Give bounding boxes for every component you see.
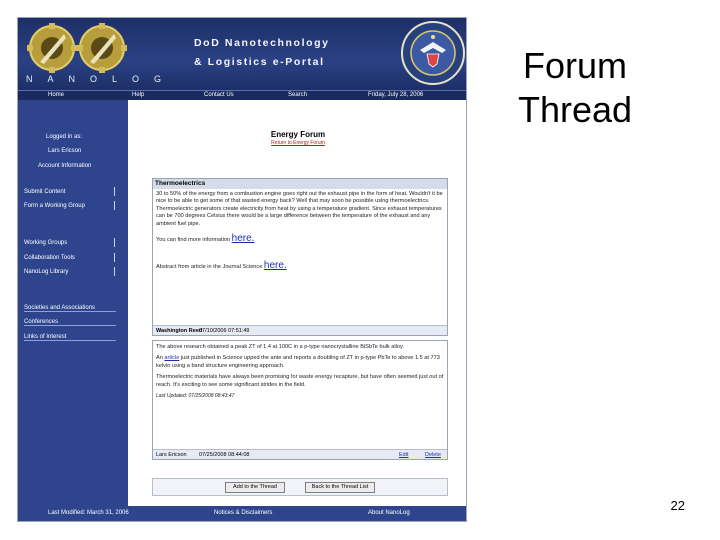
more-info-link[interactable]: here. xyxy=(231,233,255,245)
portal-title-line2: & Logistics e-Portal xyxy=(194,56,325,68)
slide-title: Forum Thread xyxy=(517,45,633,130)
sidebar-divider xyxy=(114,238,115,247)
nanolog-brand: NANOLOG xyxy=(26,74,177,84)
sidebar-separator xyxy=(24,340,116,341)
more-info-prefix: You can find more information xyxy=(156,237,231,244)
portal-footer xyxy=(18,506,467,522)
sidebar-item-collaboration-tools[interactable]: Collaboration Tools xyxy=(24,255,75,261)
sidebar xyxy=(18,100,128,506)
reply-body-2-rest: just published in Science upped the ante and reports a doubling of ZT in p-type PbTe to above 1.5 at 773 kelvin using a band structure engineering approach. xyxy=(156,355,440,369)
article-link[interactable]: article xyxy=(164,355,180,362)
delete-link[interactable]: Delete xyxy=(425,452,441,458)
last-modified: Last Modified: March 31, 2006 xyxy=(48,510,129,516)
abstract-link[interactable]: here. xyxy=(263,260,287,272)
return-to-forum-link[interactable]: Return to Energy Forum xyxy=(271,140,325,146)
sidebar-item-working-groups[interactable]: Working Groups xyxy=(24,240,68,246)
sidebar-separator xyxy=(24,311,116,312)
post-author: Washington Reed xyxy=(156,328,203,334)
sidebar-separator xyxy=(24,325,116,326)
sidebar-divider xyxy=(114,201,115,210)
back-to-thread-list-button[interactable]: Back to the Thread List xyxy=(305,482,375,493)
thread-actions xyxy=(152,478,448,496)
account-info-link[interactable]: Account Information xyxy=(38,163,92,169)
nav-contact[interactable]: Contact Us xyxy=(204,92,234,98)
dod-seal-icon xyxy=(400,20,466,86)
post-heading: Thermoelectrics xyxy=(153,179,447,189)
nav-help[interactable]: Help xyxy=(132,92,145,98)
post-footer xyxy=(153,325,447,335)
portal-title xyxy=(194,34,399,72)
reply-body-1: The above research obtained a peak ZT of 1.4 at 100C in a p-type nanocrystalline BiSbTe bulk alloy. xyxy=(156,344,404,350)
sidebar-divider xyxy=(114,267,115,276)
notices-link[interactable]: Notices & Disclaimers xyxy=(214,510,273,516)
forum-post xyxy=(152,340,448,460)
logged-in-user: Lars Ericson xyxy=(48,148,82,154)
more-info-line xyxy=(153,233,447,246)
reply-body-3: Thermoelectric materials have always been promising for waste energy recapture, but have often seemed just out of reach. It's exciting to see some significant strides in the field. xyxy=(156,374,444,388)
forum-post xyxy=(152,178,448,336)
sidebar-item-conferences[interactable]: Conferences xyxy=(24,319,59,325)
abstract-line xyxy=(153,260,447,273)
top-nav xyxy=(18,90,467,100)
add-to-thread-button[interactable]: Add to the Thread xyxy=(225,482,285,493)
post-timestamp: 07/25/2008 08:44:08 xyxy=(199,452,250,458)
post-footer xyxy=(153,449,447,459)
nav-date: Friday, July 28, 2006 xyxy=(368,92,424,98)
nav-home[interactable]: Home xyxy=(48,92,65,98)
portal-screenshot xyxy=(17,17,467,522)
sidebar-item-submit-content[interactable]: Submit Content xyxy=(24,189,66,195)
sidebar-item-links-of-interest[interactable]: Links of Interest xyxy=(24,334,67,340)
post-body: 30 to 50% of the energy from a combustion engine goes right out the exhaust pipe in the form of heat. Wouldn't it be nice to be able to get some of that wasted energy back? Well that may soon be possible using thermoelectrics. Thermoelectric generators create electricity from heat by using a temperature gradient. Since exhaust temperatures can be 700 degrees Celsius there would be a large difference between the temperature of the exhaust and any ambient fuel pipe. xyxy=(156,191,443,227)
portal-banner xyxy=(18,18,467,90)
post-author: Lars Ericson xyxy=(156,452,187,458)
logged-in-label: Logged in as: xyxy=(46,134,83,140)
sidebar-item-societies[interactable]: Societies and Associations xyxy=(24,305,96,311)
sidebar-item-form-working-group[interactable]: Form a Working Group xyxy=(24,203,85,209)
main-content xyxy=(128,100,467,506)
portal-title-line1: DoD Nanotechnology xyxy=(194,37,330,49)
edit-link[interactable]: Edit xyxy=(399,452,409,458)
gear-emblem-icon xyxy=(22,22,146,74)
post-timestamp: 07/10/2006 07:51:49 xyxy=(199,328,250,334)
slide-number: 22 xyxy=(670,498,685,513)
last-updated: Last Updated: 07/25/2008 08:43:47 xyxy=(156,393,235,400)
forum-title: Energy Forum xyxy=(270,130,326,139)
reply-body-2 xyxy=(153,353,447,372)
sidebar-divider xyxy=(114,253,115,262)
about-link[interactable]: About NanoLog xyxy=(368,510,410,516)
nav-search[interactable]: Search xyxy=(288,92,308,98)
abstract-prefix: Abstract from article in the Journal Science xyxy=(156,264,263,271)
reply-body-2-prefix: An xyxy=(156,355,163,362)
sidebar-divider xyxy=(114,187,115,196)
sidebar-item-nanolog-library[interactable]: NanoLog Library xyxy=(24,269,69,275)
